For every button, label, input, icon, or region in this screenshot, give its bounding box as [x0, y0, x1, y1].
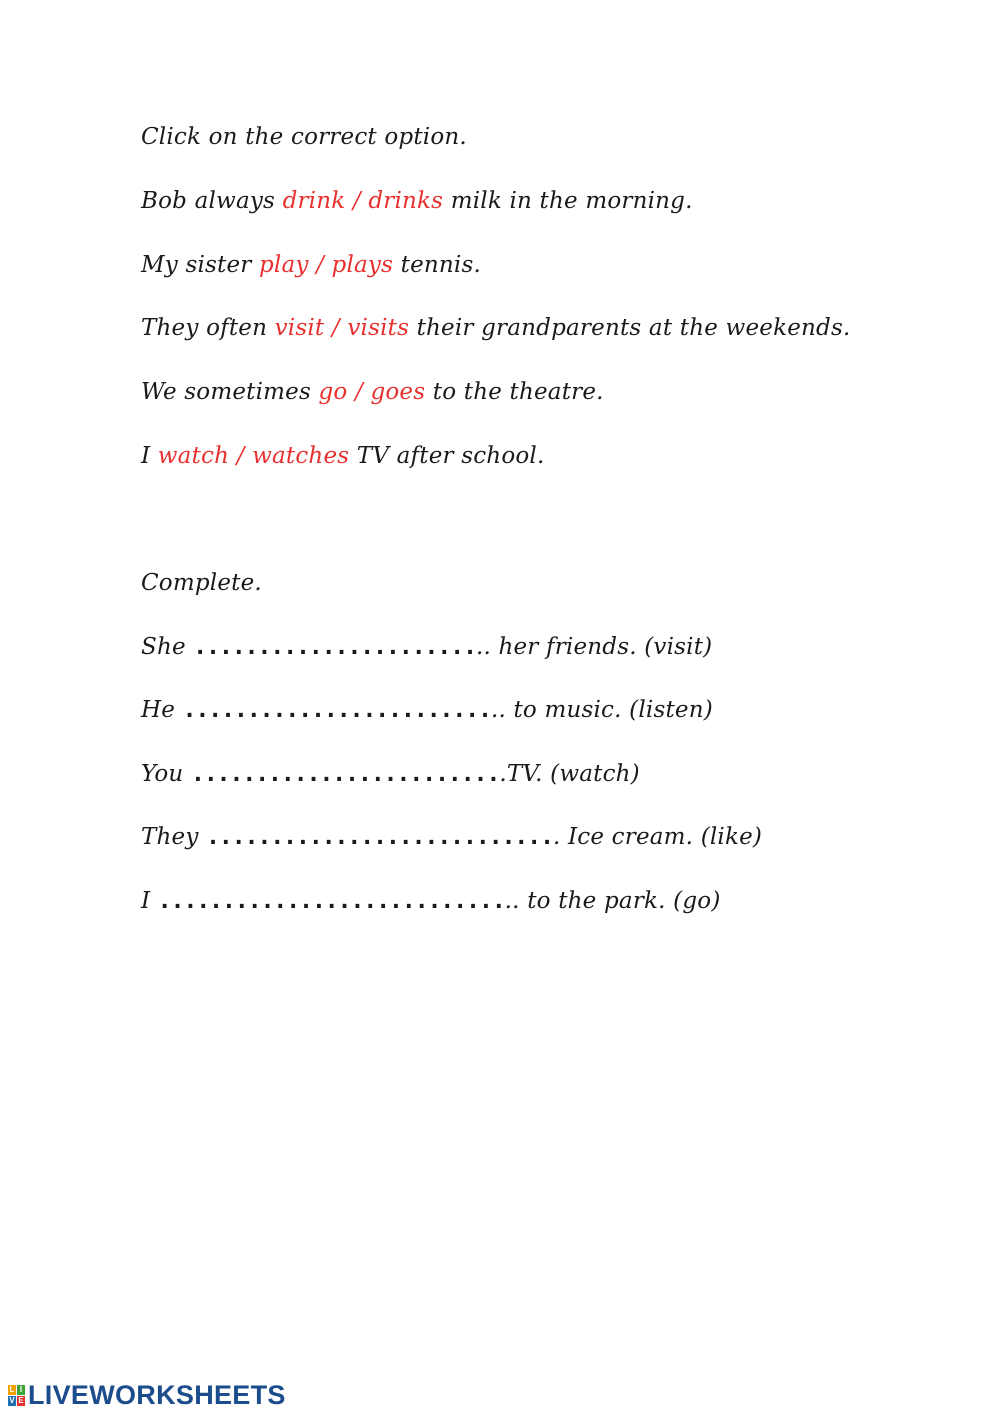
logo-blocks-icon	[8, 1385, 25, 1406]
sentence-1-after: milk in the morning.	[443, 188, 693, 214]
complete-2-before: He	[141, 697, 183, 723]
complete-sentence-2	[141, 695, 713, 725]
complete-5-before: I	[141, 888, 158, 914]
sentence-2	[141, 250, 481, 280]
complete-sentence-3	[141, 759, 640, 789]
sentence-3-after: their grandparents at the weekends.	[409, 315, 851, 341]
sentence-3-before: They often	[141, 315, 275, 341]
sentence-5-after: TV after school.	[349, 443, 545, 469]
complete-sentence-5	[141, 886, 721, 916]
sentence-1	[141, 186, 693, 216]
answer-field-watch[interactable]: ........................	[190, 761, 500, 787]
answer-field-go[interactable]: ...........................	[157, 888, 505, 914]
sentence-1-before: Bob always	[141, 188, 283, 214]
complete-1-after: .. her friends. (visit)	[475, 634, 713, 660]
option-drink-drinks[interactable]: drink / drinks	[282, 188, 444, 214]
sentence-3	[141, 313, 850, 343]
option-watch-watches[interactable]: watch / watches	[157, 443, 350, 469]
option-go-goes[interactable]: go / goes	[318, 379, 426, 405]
complete-4-after: . Ice cream. (like)	[552, 824, 763, 850]
complete-sentence-1	[141, 632, 712, 662]
sentence-5-before: I	[141, 443, 158, 469]
option-visit-visits[interactable]: visit / visits	[274, 315, 410, 341]
complete-1-before: She	[141, 634, 194, 660]
complete-sentence-4	[141, 822, 762, 852]
liveworksheets-logo	[8, 1380, 286, 1410]
answer-field-listen[interactable]: ........................	[182, 697, 491, 723]
complete-5-after: .. to the park. (go)	[504, 888, 721, 914]
complete-3-before: You	[141, 761, 191, 787]
sentence-2-after: tennis.	[393, 252, 482, 278]
logo-block-l: L	[9, 1384, 15, 1394]
complete-2-after: .. to music. (listen)	[490, 697, 713, 723]
complete-4-before: They	[141, 824, 207, 850]
complete-3-after: .TV. (watch)	[499, 761, 640, 787]
logo-block-i: I	[17, 1385, 25, 1395]
sentence-4-before: We sometimes	[141, 379, 319, 405]
answer-field-visit[interactable]: ......................	[193, 634, 476, 660]
brand-name: LIVEWORKSHEETS	[28, 1379, 286, 1410]
sentence-2-before: My sister	[141, 252, 259, 278]
sentence-4-after: to the theatre.	[425, 379, 604, 405]
answer-field-like[interactable]: ...........................	[206, 824, 553, 850]
logo-block-e: E	[18, 1395, 24, 1405]
sentence-4	[141, 377, 604, 407]
instruction-click-correct-option: Click on the correct option.	[141, 124, 467, 150]
instruction-complete: Complete.	[141, 570, 262, 596]
logo-block-v: V	[9, 1395, 15, 1405]
sentence-5	[141, 441, 544, 471]
option-play-plays[interactable]: play / plays	[258, 252, 394, 278]
